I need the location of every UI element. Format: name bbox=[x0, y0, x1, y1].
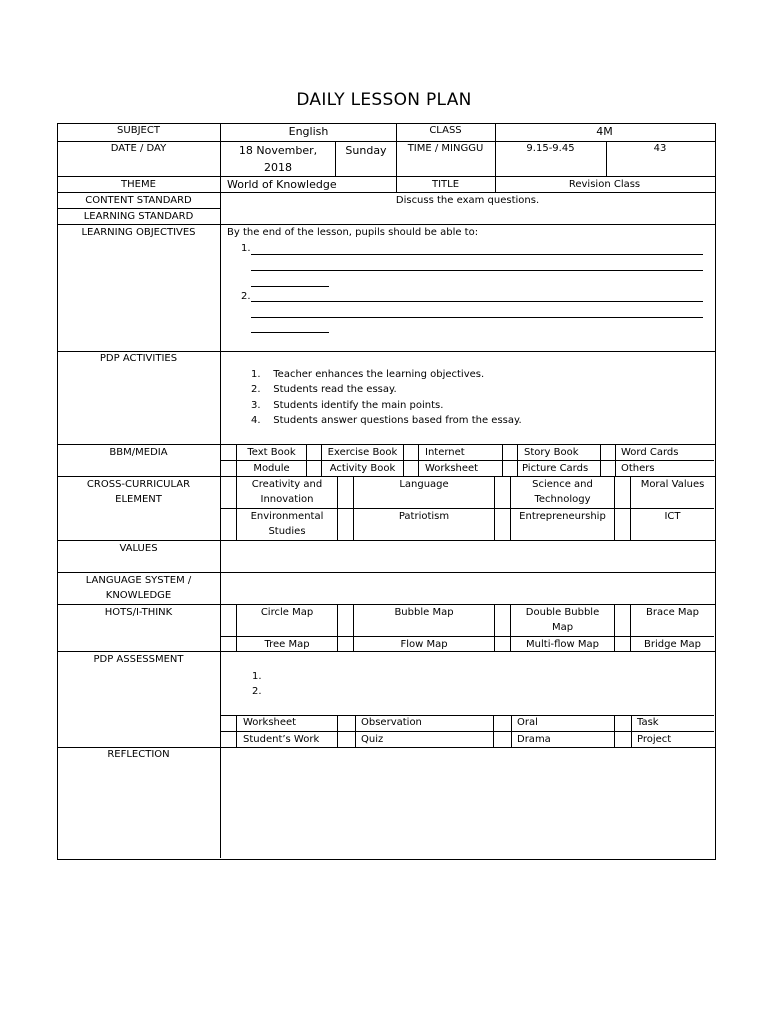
hots-brace-map: Brace Map bbox=[645, 607, 700, 618]
assessment-project: Project bbox=[637, 734, 672, 745]
class-value: 4M bbox=[596, 125, 613, 138]
subject-value: English bbox=[288, 125, 329, 138]
cross-science-line1: Science and bbox=[532, 479, 593, 490]
hots-multi-flow-map: Multi-flow Map bbox=[526, 639, 599, 650]
date-value-line1: 18 November, bbox=[238, 144, 318, 157]
content-standard-label: CONTENT STANDARD bbox=[85, 195, 192, 206]
cross-curricular-label-line1: CROSS-CURRICULAR bbox=[86, 479, 191, 490]
learning-standard-label: LEARNING STANDARD bbox=[83, 211, 194, 222]
bbm-module: Module bbox=[253, 463, 290, 474]
assessment-item-1: 1. bbox=[252, 671, 262, 682]
assessment-quiz: Quiz bbox=[361, 734, 384, 745]
hots-bubble-map: Bubble Map bbox=[394, 607, 454, 618]
time-value: 9.15-9.45 bbox=[526, 143, 575, 154]
pdp-activities-label: PDP ACTIVITIES bbox=[99, 353, 178, 364]
title-value: Revision Class bbox=[568, 179, 641, 190]
reflection-label: REFLECTION bbox=[107, 749, 170, 760]
cross-curricular-label-line2: ELEMENT bbox=[115, 494, 162, 505]
cross-creativity-line1: Creativity and bbox=[251, 479, 323, 490]
objective-2-line-c bbox=[251, 332, 329, 333]
hots-tree-map: Tree Map bbox=[264, 639, 310, 650]
objective-1-line-a bbox=[251, 254, 703, 255]
bbm-story-book: Story Book bbox=[524, 447, 579, 458]
hots-double-bubble-line2: Map bbox=[551, 622, 574, 633]
date-value-line2: 2018 bbox=[264, 161, 292, 174]
objective-1-line-c bbox=[251, 286, 329, 287]
hots-circle-map: Circle Map bbox=[260, 607, 314, 618]
assessment-task: Task bbox=[637, 717, 659, 728]
bbm-exercise-book: Exercise Book bbox=[327, 447, 398, 458]
objective-1-number: 1. bbox=[241, 243, 251, 254]
values-label: VALUES bbox=[119, 543, 158, 554]
bbm-worksheet: Worksheet bbox=[425, 463, 479, 474]
title-label: TITLE bbox=[431, 179, 460, 190]
assessment-worksheet: Worksheet bbox=[243, 717, 297, 728]
activity-1: 1. Teacher enhances the learning objectives. bbox=[251, 369, 485, 380]
class-label: CLASS bbox=[429, 125, 462, 136]
cross-creativity-line2: Innovation bbox=[260, 494, 314, 505]
objective-1-line-b bbox=[251, 270, 703, 271]
cross-ict: ICT bbox=[664, 511, 681, 522]
activity-3: 3. Students identify the main points. bbox=[251, 400, 444, 411]
objectives-intro: By the end of the lesson, pupils should be able to: bbox=[227, 227, 479, 238]
bbm-internet: Internet bbox=[425, 447, 465, 458]
cross-science-line2: Technology bbox=[534, 494, 591, 505]
bbm-text-book: Text Book bbox=[247, 447, 296, 458]
subject-label: SUBJECT bbox=[117, 125, 160, 136]
hots-flow-map: Flow Map bbox=[400, 639, 448, 650]
bbm-others: Others bbox=[621, 463, 655, 474]
cross-language: Language bbox=[399, 479, 449, 490]
hots-double-bubble-line1: Double Bubble bbox=[525, 607, 600, 618]
hots-label: HOTS/I-THINK bbox=[104, 607, 173, 618]
day-value: Sunday bbox=[345, 144, 387, 157]
activity-2: 2. Students read the essay. bbox=[251, 384, 397, 395]
objective-2-number: 2. bbox=[241, 291, 251, 302]
date-label: DATE / DAY bbox=[110, 143, 167, 154]
content-standard-value: Discuss the exam questions. bbox=[395, 195, 540, 206]
week-value: 43 bbox=[653, 143, 667, 154]
hots-bridge-map: Bridge Map bbox=[644, 639, 701, 650]
bbm-word-cards: Word Cards bbox=[621, 447, 679, 458]
page-title: DAILY LESSON PLAN bbox=[296, 90, 472, 110]
pdp-assessment-label: PDP ASSESSMENT bbox=[93, 654, 184, 665]
learning-objectives-label: LEARNING OBJECTIVES bbox=[81, 227, 196, 238]
language-system-label-line2: KNOWLEDGE bbox=[105, 590, 172, 601]
bbm-activity-book: Activity Book bbox=[329, 463, 396, 474]
bbm-media-label: BBM/MEDIA bbox=[109, 447, 168, 458]
time-label: TIME / MINGGU bbox=[407, 143, 484, 154]
cross-environmental-line1: Environmental bbox=[250, 511, 324, 522]
cross-environmental-line2: Studies bbox=[268, 526, 306, 537]
language-system-label-line1: LANGUAGE SYSTEM / bbox=[85, 575, 192, 586]
bbm-picture-cards: Picture Cards bbox=[522, 463, 589, 474]
cross-entrepreneurship: Entrepreneurship bbox=[519, 511, 606, 522]
cross-moral-values: Moral Values bbox=[640, 479, 705, 490]
assessment-item-2: 2. bbox=[252, 686, 262, 697]
objective-2-line-b bbox=[251, 317, 703, 318]
theme-value: World of Knowledge bbox=[227, 178, 337, 191]
cross-patriotism: Patriotism bbox=[398, 511, 450, 522]
assessment-oral: Oral bbox=[517, 717, 538, 728]
assessment-students-work: Student’s Work bbox=[243, 734, 320, 745]
assessment-drama: Drama bbox=[517, 734, 551, 745]
theme-label: THEME bbox=[121, 179, 156, 190]
assessment-observation: Observation bbox=[361, 717, 422, 728]
activity-4: 4. Students answer questions based from the essay. bbox=[251, 415, 522, 426]
objective-2-line-a bbox=[251, 301, 703, 302]
